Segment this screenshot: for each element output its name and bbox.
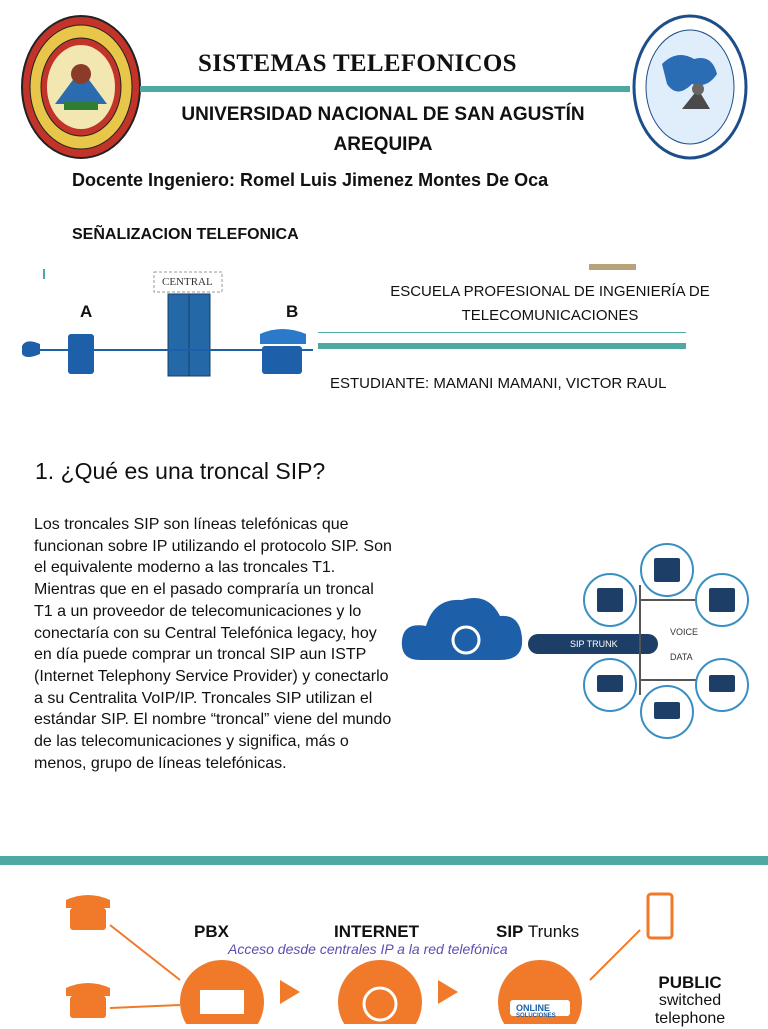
label-b: B: [286, 302, 299, 321]
sip-trunk-label: SIP TRUNK: [570, 639, 618, 649]
student-name: ESTUDIANTE: MAMANI MAMANI, VICTOR RAUL: [330, 375, 667, 392]
teacher-name: Docente Ingeniero: Romel Luis Jimenez Montes De Oca: [72, 170, 549, 190]
school-name: [350, 280, 750, 328]
section-heading: 1. ¿Qué es una troncal SIP?: [35, 458, 326, 484]
sip-trunks-label: [496, 922, 579, 942]
switched-text: switched: [658, 992, 722, 1009]
online-logo-subword: SOLUCIONES: [516, 1013, 556, 1019]
title-underline: [140, 86, 630, 92]
school-thick-line: [318, 343, 686, 349]
university-line-2: AREQUIPA: [333, 134, 433, 155]
public-text: PUBLIC: [658, 973, 722, 992]
telephone-text: telephone: [654, 1010, 726, 1027]
online-logo-text: [516, 1003, 556, 1020]
section-body: Los troncales SIP son líneas telefónicas que funcionan sobre IP utilizando el protocolo SIP. Son el equivalente moderno a las troncales T1. Mientras que en el pasado compraría un troncal T1 a un proveedor de telecomunicaciones y lo conectaría con su Central Telefónica legacy, hoy en día puede comprar un troncal SIP aun ISTP (Internet Telephony Service Provider) y conectarlo a su Centralita VoIP/IP. Troncales SIP utilizan el estándar SIP. El nombre “troncal” viene del mundo de las telecomunicaciones y significa, más o menos, grupo de líneas telefónicas.: [34, 516, 392, 772]
university-name: [148, 100, 618, 160]
gold-accent-bar: [589, 264, 636, 270]
sip-bold-text: SIP: [496, 922, 524, 941]
page-title: SISTEMAS TELEFONICOS: [198, 50, 517, 77]
school-seal-logo: [632, 14, 748, 160]
section-divider: [0, 856, 768, 865]
pbx-label: PBX: [194, 922, 229, 941]
university-line-1: UNIVERSIDAD NACIONAL DE SAN AGUSTÍN: [181, 104, 585, 125]
university-seal-logo: [20, 14, 142, 160]
label-a: A: [80, 302, 93, 321]
school-line-1: ESCUELA PROFESIONAL DE INGENIERÍA DE: [390, 283, 710, 300]
central-label: CENTRAL: [162, 276, 213, 288]
trunks-text: Trunks: [523, 922, 580, 941]
voice-label: VOICE: [670, 627, 699, 637]
topic-title: SEÑALIZACION TELEFONICA: [72, 226, 299, 243]
school-line-2: TELECOMUNICACIONES: [461, 307, 639, 324]
school-thin-line: [318, 332, 686, 333]
internet-label: INTERNET: [334, 922, 419, 941]
online-logo-word: ONLINE: [516, 1003, 551, 1013]
public-network-label: [640, 974, 740, 1028]
data-label: DATA: [670, 652, 693, 662]
diagram-subtitle: Acceso desde centrales IP a la red telefónica: [228, 941, 508, 957]
